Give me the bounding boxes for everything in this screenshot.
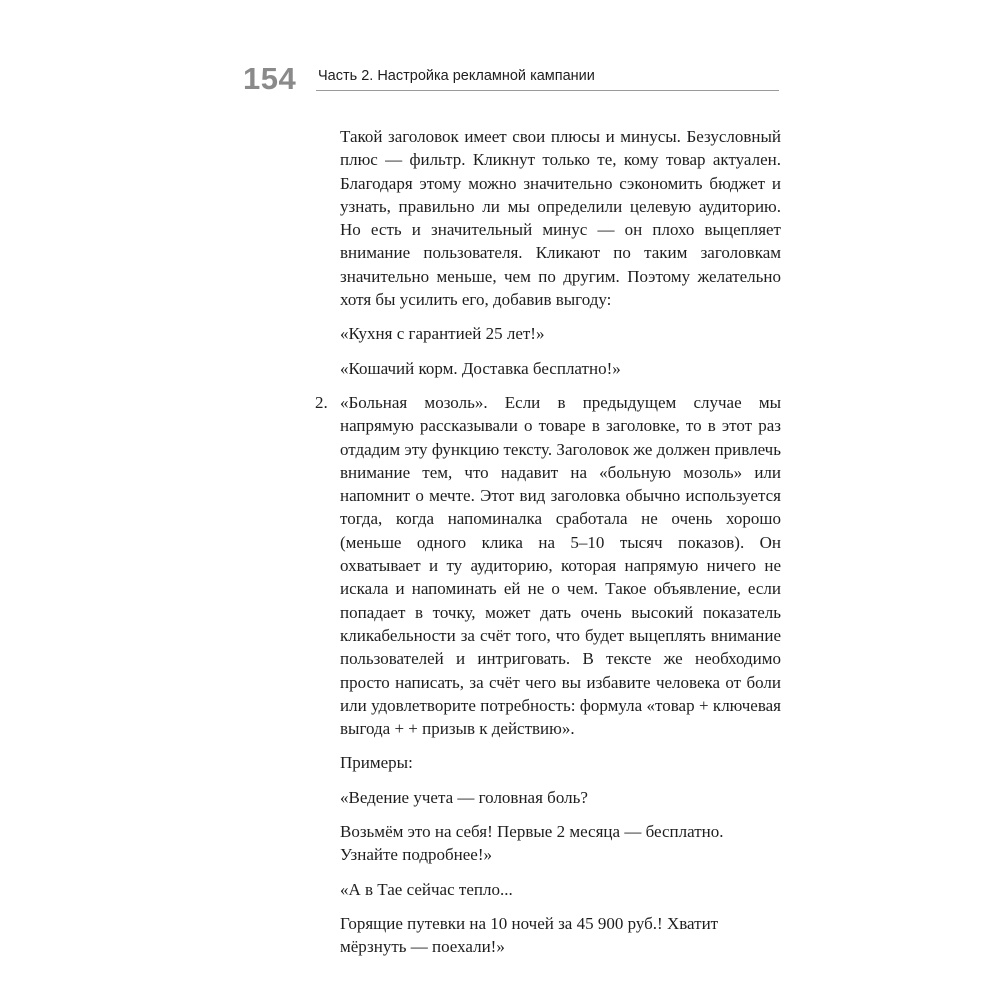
intro-paragraph: Такой заголовок имеет свои плюсы и минусы. Безусловный плюс — фильтр. Кликнут только те, кому товар актуален. Благодаря этому можно значительно сэкономить бюджет и узнать, правильно ли мы определили целевую аудиторию. Но есть и значительный минус — он плохо выцепляет внимание пользователя. Кликают по таким заголовкам значительно меньше, чем по другим. Поэтому желательно хотя бы усилить его, добавив выгоду:: [340, 127, 781, 310]
list-item: [315, 391, 781, 740]
example-accounting-body: Возьмём это на себя! Первые 2 месяца — бесплатно. Узнайте подробнее!»: [340, 822, 724, 865]
page-number: 154: [243, 61, 297, 96]
page-header: [0, 0, 1000, 100]
list-item-text: «Больная мозоль». Если в предыдущем случае мы напрямую рассказывали о товаре в заголовке, то в этот раз отдадим эту функцию тексту. Заголовок же должен привлечь внимание тем, что надавит на «больную мозоль» или напомнит о мечте. Этот вид заголовка обычно используется тогда, когда напоминалка сработала не очень хорошо (меньше одного клика на 5–10 тысяч показов). Он охватывает и ту аудиторию, которая напрямую ничего не искала и напоминать ей не о чем. Такое объявление, если попадает в точку, может дать очень высокий показатель кликабельности за счёт того, что будет выцеплять внимание пользователей и интриговать. В тексте же необходимо просто написать, за счёт чего вы избавите человека от боли или удовлетворите потребность: формула «товар + ключевая выгода + + призыв к действию».: [340, 392, 781, 739]
examples-label: Примеры:: [340, 753, 413, 773]
example-thailand-headline: «А в Тае сейчас тепло...: [340, 879, 513, 899]
header-divider: [316, 90, 779, 91]
running-title: Часть 2. Настройка рекламной кампании: [318, 68, 595, 84]
list-item-number: 2.: [315, 392, 328, 412]
example-accounting-headline: «Ведение учета — головная боль?: [340, 787, 588, 807]
example-quote-kitchen: «Кухня с гарантией 25 лет!»: [340, 324, 545, 344]
page-body: [315, 125, 781, 959]
example-thailand-body: Горящие путевки на 10 ночей за 45 900 руб.! Хватит мёрзнуть — поехали!»: [340, 913, 719, 957]
example-quote-cat-food: «Кошачий корм. Доставка бесплатно!»: [340, 358, 621, 378]
